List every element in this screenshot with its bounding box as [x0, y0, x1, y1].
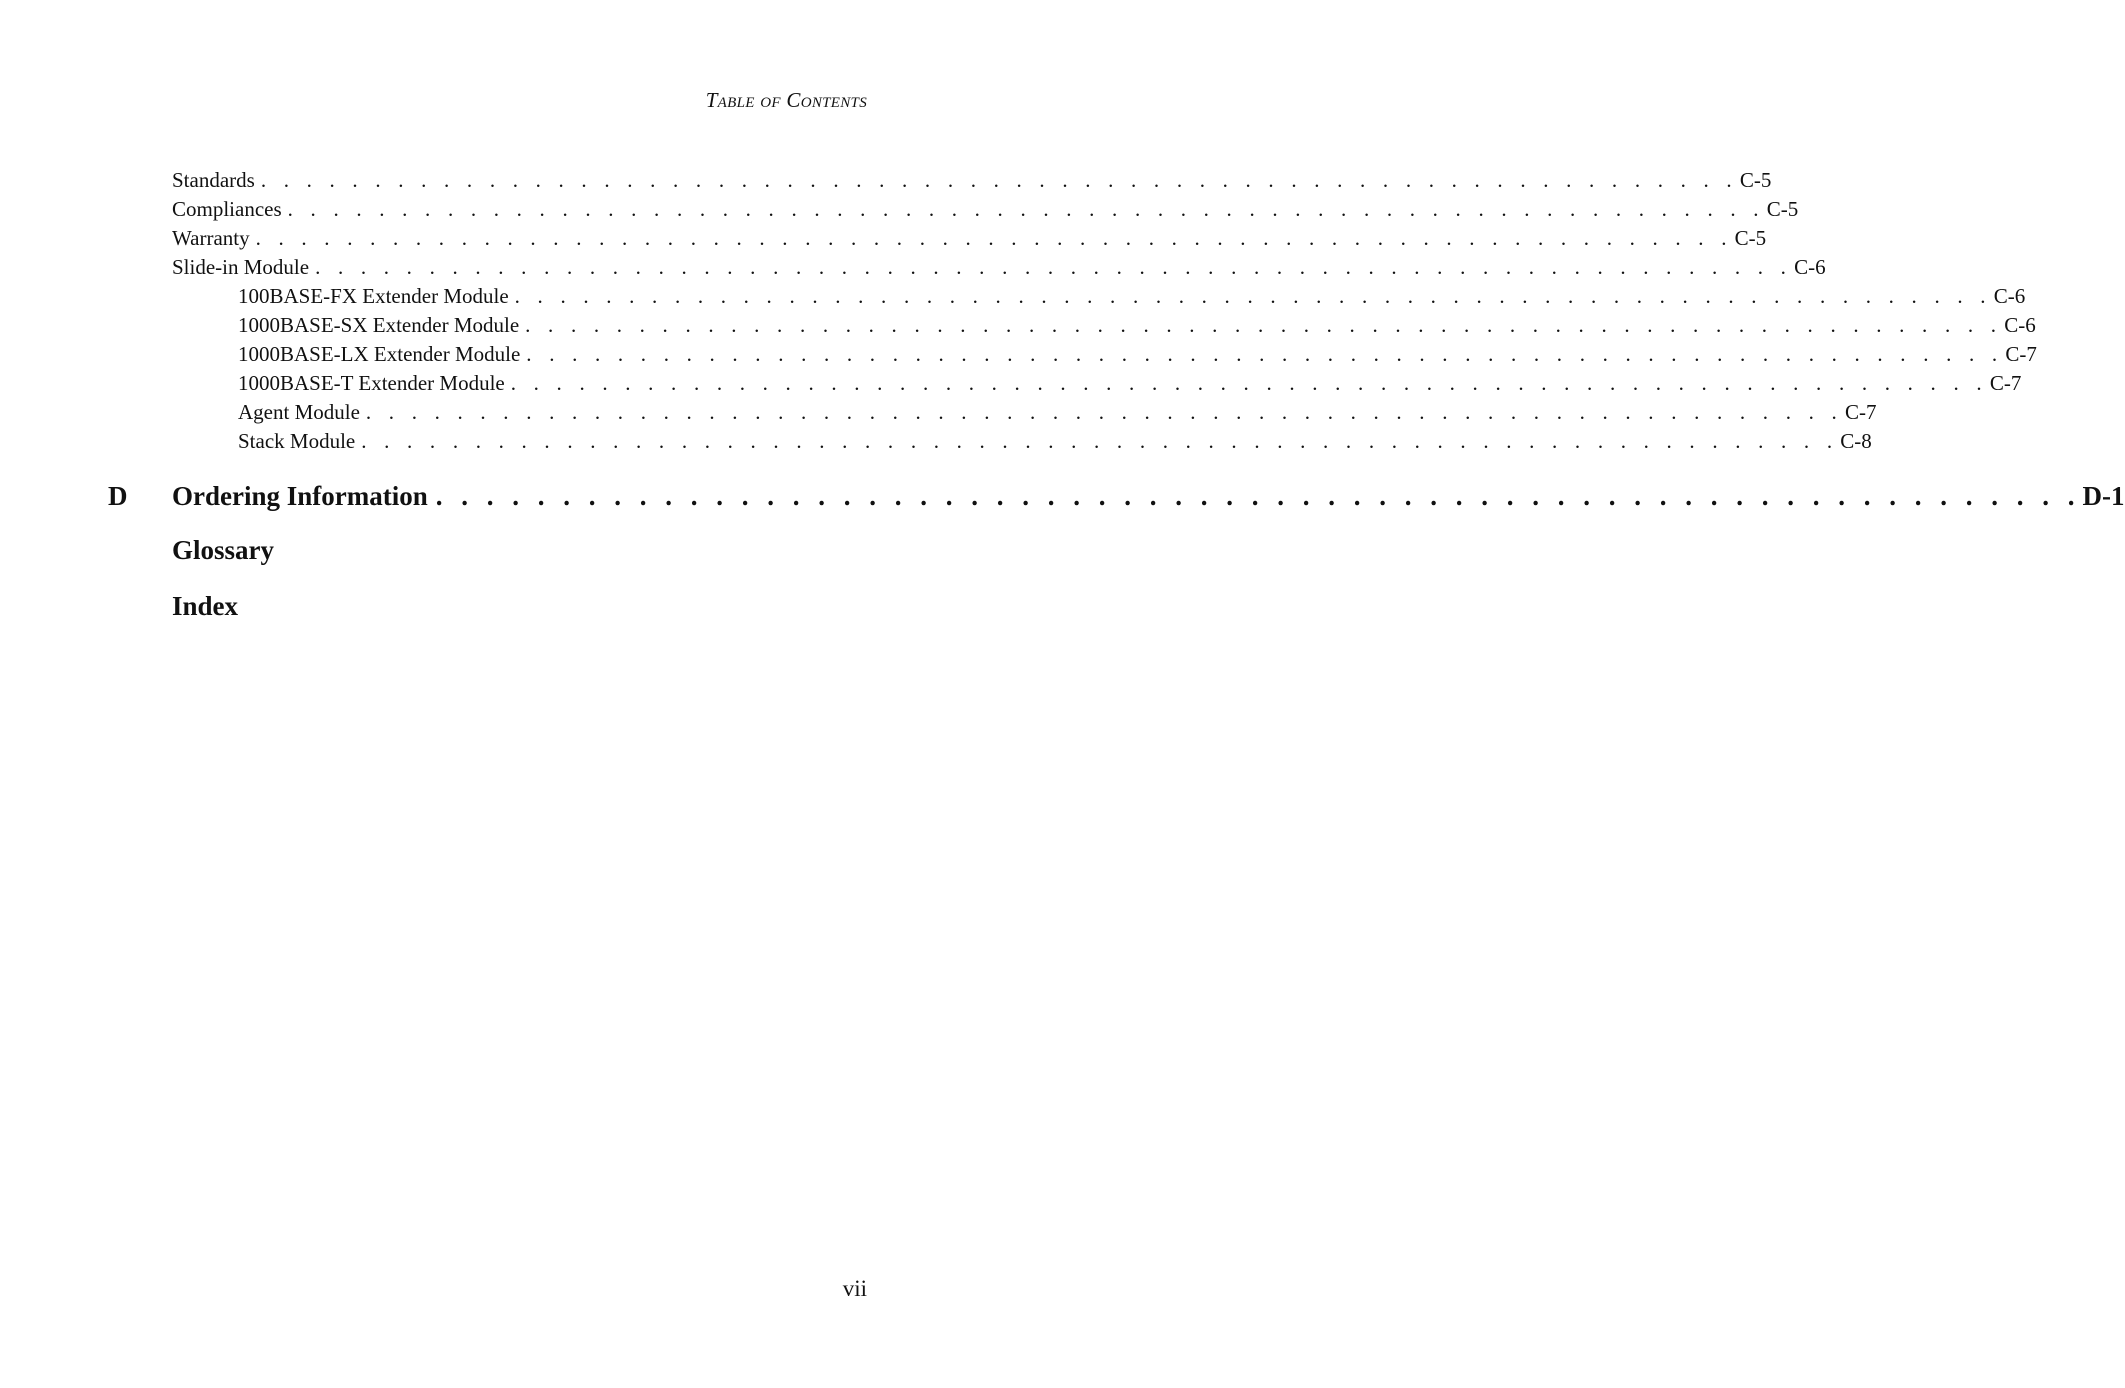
toc-entry-page: C-5 — [1739, 168, 1772, 192]
dot-leader: . . . . . . . . . . . . . . . . . . . . . . . . . . . . . . . . . . . . . . . . . . . . . . . . . . . . . . . . . . . . . . . . . — [361, 429, 1839, 453]
toc-entry-page: C-5 — [1766, 197, 1799, 221]
chapter-title: Ordering Information — [172, 481, 428, 511]
dot-leader: . . . . . . . . . . . . . . . . . . . . . . . . . . . . . . . . . . . . . . . . . . . . . . . . . . . . . . . . . . . . . . . . . — [525, 313, 2003, 337]
toc-entry-page: C-8 — [1840, 429, 1872, 453]
dot-leader: . . . . . . . . . . . . . . . . . . . . . . . . . . . . . . . . . . . . . . . . . . . . . . . . . . . . . . . . . . . . . . . . . — [365, 400, 1843, 424]
toc-entry-title: 1000BASE-LX Extender Module — [238, 342, 521, 366]
toc-index-heading[interactable]: Index — [172, 591, 239, 621]
toc-entry-title: Agent Module — [238, 400, 360, 424]
toc-entry-page: C-7 — [1844, 400, 1877, 424]
toc-entry-page: C-6 — [1993, 284, 2026, 308]
chapter-letter: D — [108, 481, 128, 511]
toc-entry-title: 1000BASE-T Extender Module — [238, 371, 505, 395]
toc-entry-title: Stack Module — [238, 429, 356, 453]
toc-entry-slide-in-module[interactable] — [172, 253, 1826, 282]
toc-chapter-ordering-information[interactable] — [108, 476, 2125, 516]
chapter-page: D-1 — [2082, 481, 2125, 511]
toc-entry-1000base-t[interactable] — [172, 369, 2022, 398]
toc-entry-1000base-sx[interactable] — [172, 311, 2036, 340]
toc-list — [172, 166, 2037, 456]
toc-entry-title: Standards — [172, 168, 255, 192]
toc-entry-title: Warranty — [172, 226, 250, 250]
dot-leader: . . . . . . . . . . . . . . . . . . . . . . . . . . . . . . . . . . . . . . . . . . . . . . . . . . . . . . . . . . . . . . . . . — [514, 284, 1992, 308]
toc-entry-100base-fx[interactable] — [172, 282, 2026, 311]
toc-entry-title: 1000BASE-SX Extender Module — [238, 313, 520, 337]
toc-entry-warranty[interactable] — [172, 224, 1767, 253]
toc-entry-1000base-lx[interactable] — [172, 340, 2037, 369]
dot-leader: . . . . . . . . . . . . . . . . . . . . . . . . . . . . . . . . . . . . . . . . . . . . . . . . . . . . . . . . . . . . . . . . . — [526, 342, 2004, 366]
toc-entry-page: C-7 — [1989, 371, 2022, 395]
toc-entry-title: Slide-in Module — [172, 255, 310, 279]
dot-leader: . . . . . . . . . . . . . . . . . . . . . . . . . . . . . . . . . . . . . . . . . . . . . . . . . . . . . . . . . . . . . . . . . — [315, 255, 1793, 279]
dot-leader: . . . . . . . . . . . . . . . . . . . . . . . . . . . . . . . . . . . . . . . . . . . . . . . . . . . . . . . . . . . . . . . . . — [260, 168, 1738, 192]
toc-entry-stack-module[interactable] — [172, 427, 1872, 456]
toc-glossary-heading[interactable]: Glossary — [172, 535, 275, 565]
toc-entry-page: C-6 — [1794, 255, 1826, 279]
toc-entry-page: C-5 — [1734, 226, 1767, 250]
dot-leader: . . . . . . . . . . . . . . . . . . . . . . . . . . . . . . . . . . . . . . . . . . . . . . . . . . . . . . . . . . . . . . . . . — [255, 226, 1733, 250]
toc-entry-agent-module[interactable] — [172, 398, 1877, 427]
running-header: Table of Contents — [705, 88, 867, 112]
dot-leader: . . . . . . . . . . . . . . . . . . . . . . . . . . . . . . . . . . . . . . . . . . . . . . . . . . . . . . . . . . . . . . . . . — [287, 197, 1765, 221]
toc-entry-standards[interactable] — [172, 166, 1772, 195]
toc-entry-compliances[interactable] — [172, 195, 1799, 224]
toc-entry-title: 100BASE-FX Extender Module — [238, 284, 509, 308]
dot-leader: . . . . . . . . . . . . . . . . . . . . . . . . . . . . . . . . . . . . . . . . . . . . . . . . . . . . . . . . . . . . . . . . . — [435, 481, 2081, 511]
toc-entry-title: Compliances — [172, 197, 282, 221]
dot-leader: . . . . . . . . . . . . . . . . . . . . . . . . . . . . . . . . . . . . . . . . . . . . . . . . . . . . . . . . . . . . . . . . . — [510, 371, 1988, 395]
page-number: vii — [842, 1276, 867, 1301]
toc-entry-page: C-6 — [2004, 313, 2036, 337]
toc-entry-page: C-7 — [2005, 342, 2037, 366]
